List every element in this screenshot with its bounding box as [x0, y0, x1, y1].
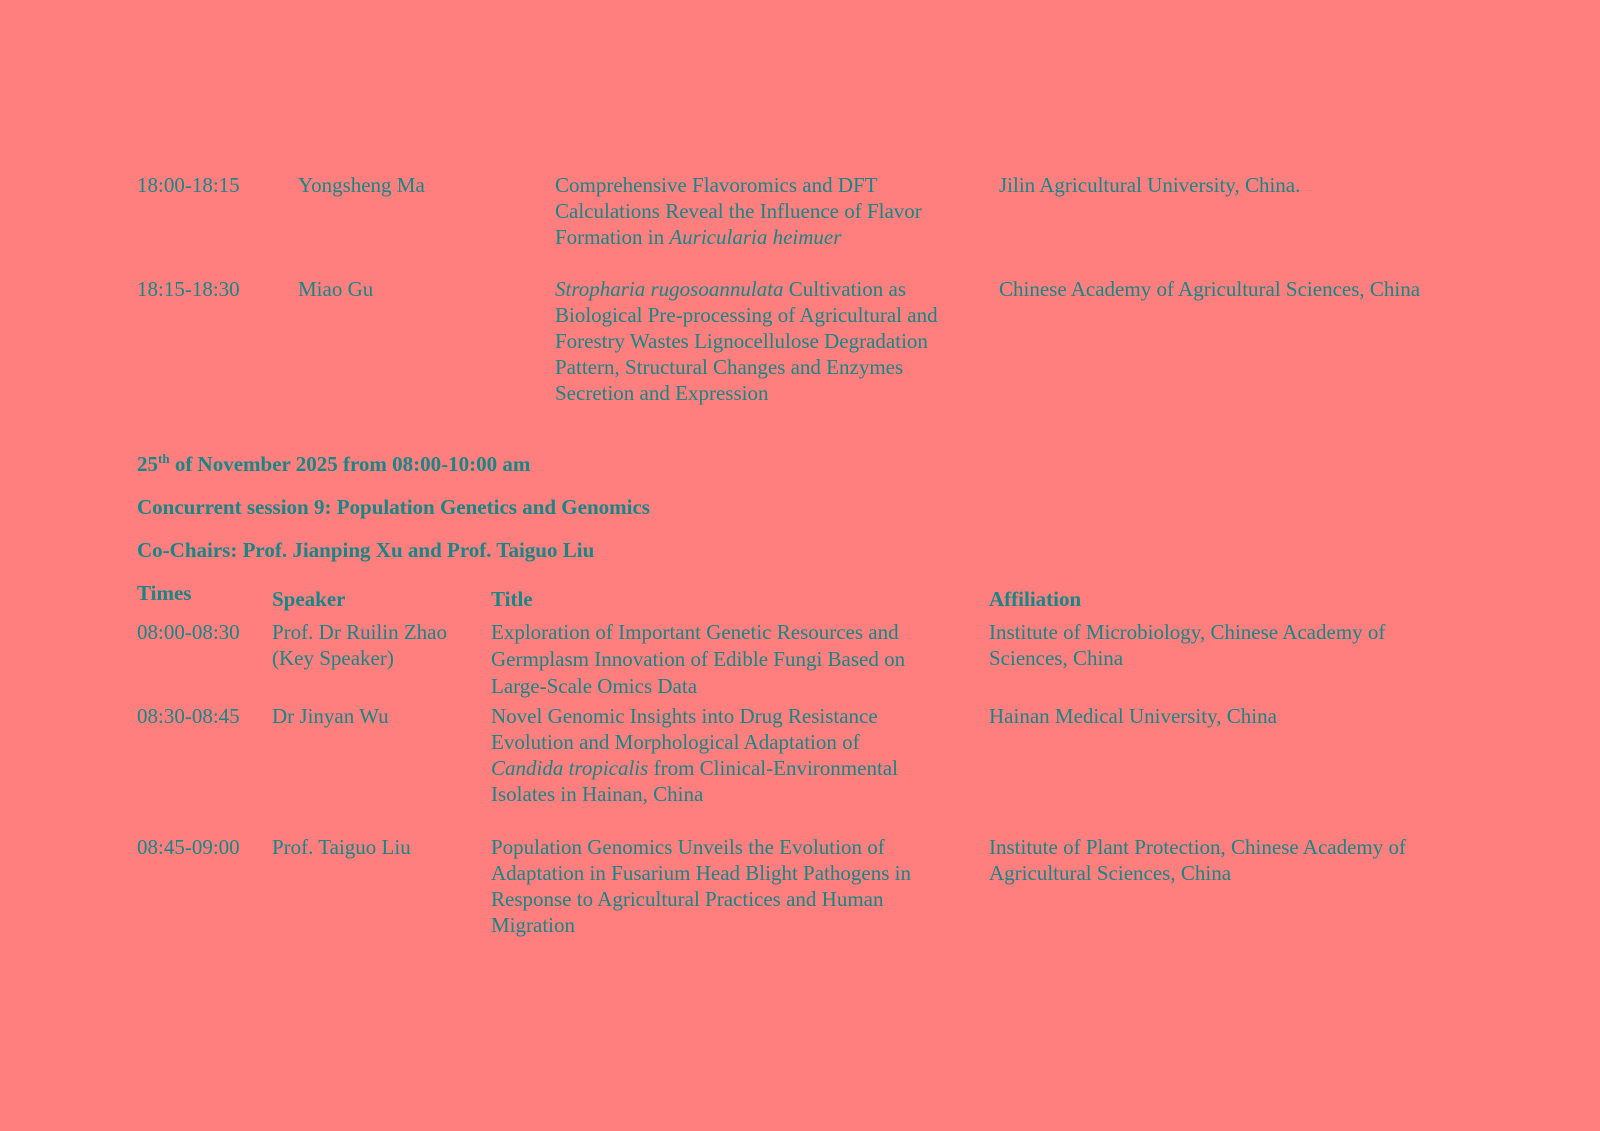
- time-cell: 18:15-18:30: [137, 277, 240, 301]
- speaker-cell: Prof. Dr Ruilin Zhao (Key Speaker): [272, 620, 447, 670]
- speaker-cell: Miao Gu: [298, 277, 374, 301]
- time-cell: 18:00-18:15: [137, 173, 240, 197]
- title-cell: Population Genomics Unveils the Evolution of Adaptation in Fusarium Head Blight Pathogens in Response to Agricultural Practices and Human Migration: [491, 835, 911, 937]
- title-cell: Exploration of Important Genetic Resources and Germplasm Innovation of Edible Fungi Based on Large-Scale Omics Data: [491, 620, 906, 698]
- title-cell: Stropharia rugosoannulata Cultivation as Biological Pre-processing of Agricultural and Forestry Wastes Lignocellulose Degradation Pattern, Structural Changes and Enzymes Secretion and Expression: [555, 277, 938, 405]
- column-header-title: Title: [491, 587, 533, 611]
- session-chairs: Co-Chairs: Prof. Jianping Xu and Prof. Taiguo Liu: [137, 538, 595, 562]
- column-header-times: Times: [137, 581, 192, 605]
- column-header-speaker: Speaker: [272, 587, 346, 611]
- speaker-cell: Prof. Taiguo Liu: [272, 835, 411, 859]
- session-title: Concurrent session 9: Population Genetics and Genomics: [137, 495, 650, 519]
- speaker-cell: Dr Jinyan Wu: [272, 704, 389, 728]
- title-cell: Novel Genomic Insights into Drug Resistance Evolution and Morphological Adaptation of Candida tropicalis from Clinical-Environmental Isolates in Hainan, China: [491, 704, 898, 806]
- column-header-affiliation: Affiliation: [989, 587, 1082, 611]
- title-cell: Comprehensive Flavoromics and DFT Calculations Reveal the Influence of Flavor Formation in Auricularia heimuer: [555, 173, 922, 249]
- session-date: 25th of November 2025 from 08:00-10:00 am: [137, 451, 531, 476]
- speaker-cell: Yongsheng Ma: [298, 173, 425, 197]
- affiliation-cell: Institute of Plant Protection, Chinese Academy of Agricultural Sciences, China: [989, 835, 1407, 885]
- affiliation-cell: Chinese Academy of Agricultural Sciences, China: [999, 277, 1421, 301]
- time-cell: 08:00-08:30: [137, 620, 240, 644]
- time-cell: 08:45-09:00: [137, 835, 240, 859]
- time-cell: 08:30-08:45: [137, 704, 240, 728]
- affiliation-cell: Institute of Microbiology, Chinese Academy of Sciences, China: [989, 620, 1386, 670]
- affiliation-cell: Hainan Medical University, China: [989, 704, 1277, 728]
- affiliation-cell: Jilin Agricultural University, China.: [999, 173, 1301, 197]
